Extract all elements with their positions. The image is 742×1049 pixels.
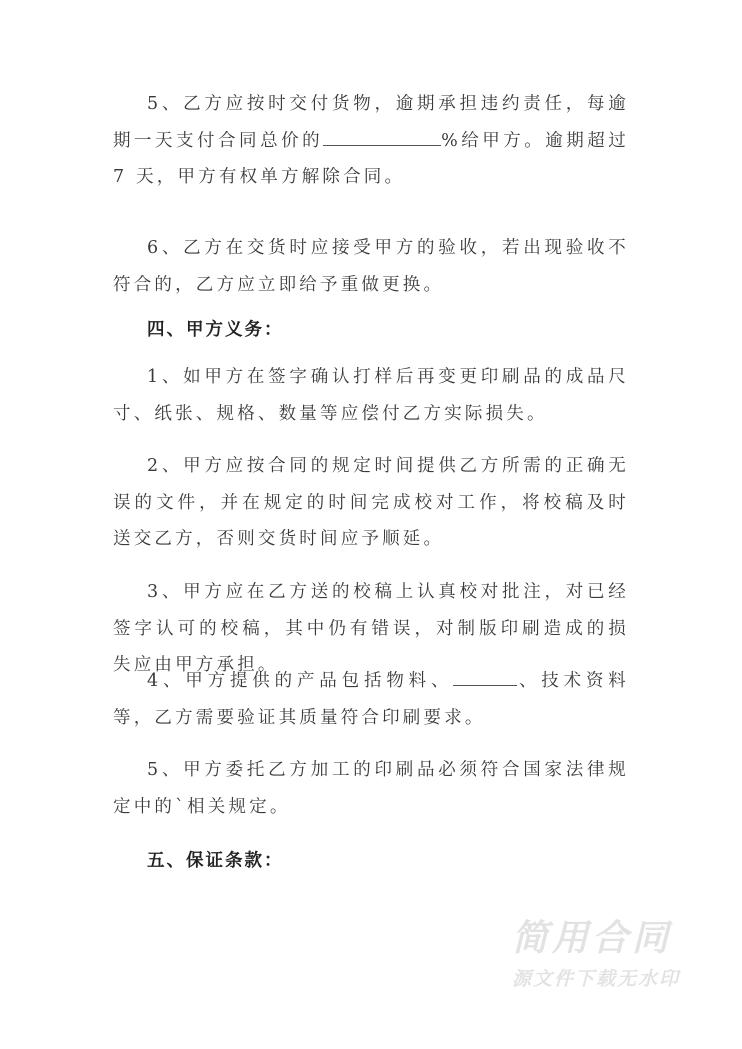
- clause-paragraph-file-provision: 2、甲方应按合同的规定时间提供乙方所需的正确无误的文件，并在规定的时间完成校对工作，将校稿及时送交乙方，否则交货时间应予顺延。: [113, 456, 629, 549]
- clause-text: 4、甲方提供的产品包括物料、: [147, 671, 454, 691]
- clause-paragraph-delivery-penalty: [113, 86, 629, 196]
- fill-in-blank-materials[interactable]: [453, 669, 517, 686]
- clause-text: 5、乙方应按时交付货物，逾期承担违约责任，每逾期一天支付合同总价的: [113, 94, 629, 151]
- clause-paragraph-acceptance: 6、乙方在交货时应接受甲方的验收，若出现验收不符合的，乙方应立即给予重做更换。: [113, 238, 629, 295]
- watermark-subtitle: 源文件下载无水印: [512, 968, 681, 990]
- watermark-title: 简用合同: [512, 918, 673, 959]
- fill-in-blank-penalty-percent[interactable]: [323, 129, 441, 146]
- clause-paragraph-spec-change: 1、如甲方在签字确认打样后再变更印刷品的成品尺寸、纸张、规格、数量等应偿付乙方实际损失。: [113, 367, 629, 424]
- clause-paragraph-proofreading: 3、甲方应在乙方送的校稿上认真校对批注，对已经签字认可的校稿，其中仍有错误，对制版印刷造成的损失应由甲方承担。: [113, 582, 629, 675]
- watermark: [512, 918, 712, 994]
- clause-paragraph-legal-compliance: 5、甲方委托乙方加工的印刷品必须符合国家法律规定中的`相关规定。: [113, 760, 629, 817]
- clause-text: %给甲方。逾期超过 7 天，甲方有权单方解除合同。: [113, 130, 629, 187]
- section-heading-party-a-obligations: 四、甲方义务：: [147, 320, 284, 340]
- clause-paragraph-materials: [113, 663, 629, 736]
- section-heading-warranty-terms: 五、保证条款：: [147, 851, 284, 871]
- clause-text: 、技术资料等，乙方需要验证其质量符合印刷要求。: [113, 671, 630, 728]
